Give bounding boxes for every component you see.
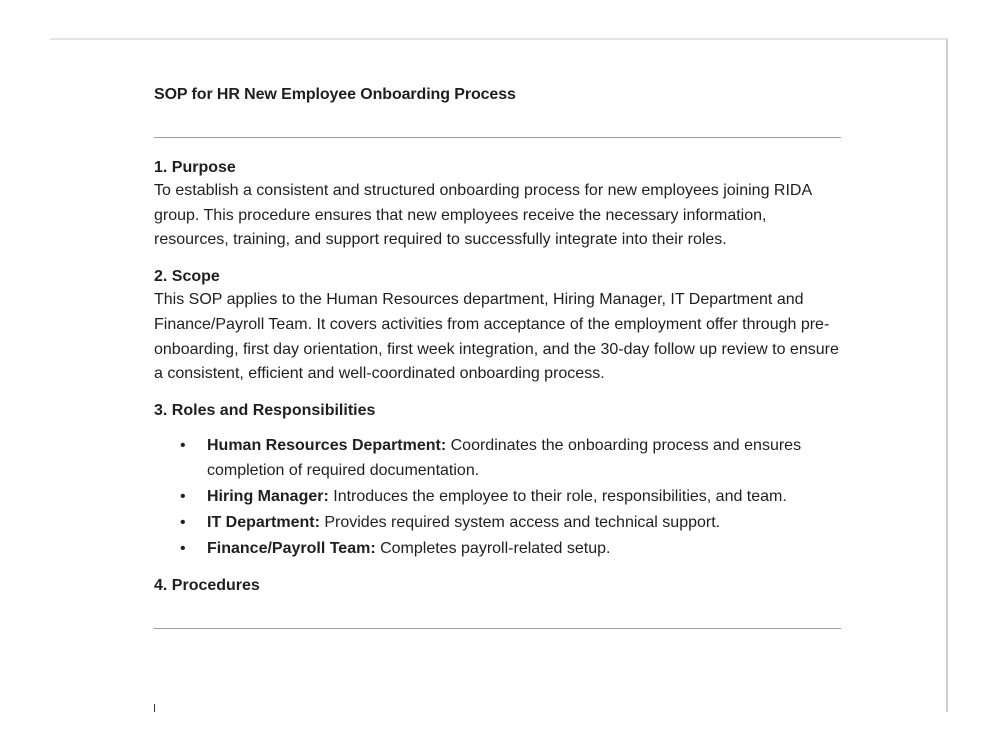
role-term: Finance/Payroll Team: [207,540,376,558]
horizontal-rule [154,628,841,629]
bullet-icon: • [180,540,186,558]
bullet-icon: • [180,514,186,532]
roles-list [154,434,844,562]
section-heading-scope: 2. Scope [154,268,220,286]
section-heading-purpose: 1. Purpose [154,159,236,176]
bullet-icon: • [180,487,186,505]
role-term: Human Resources Department: [207,436,447,454]
role-description: Completes payroll-related setup. [375,540,611,558]
document-title: SOP for HR New Employee Onboarding Process [154,86,516,103]
role-description: Coordinates the onboarding process and ensures completion of required documentation. [207,436,802,479]
section-text-scope: This SOP applies to the Human Resources department, Hiring Manager, IT Department and Finance/Payroll Team. It covers activities from acceptance of the employment offer through pre-onboarding, first day orientation, first week integration, and the 30-day follow up review to ensure a consistent, efficient and well-coordinated onboarding process. [154,291,839,383]
horizontal-rule [154,137,841,138]
section-text-purpose: To establish a consistent and structured onboarding process for new employees joining RIDA group. This procedure ensures that new employees receive the necessary information, resources, training, and support required to successfully integrate into their roles. [154,182,812,249]
role-term: IT Department: [207,514,320,532]
bullet-icon: • [180,436,186,454]
section-heading-roles: 3. Roles and Responsibilities [154,401,376,419]
list-item [154,485,844,510]
document-content[interactable] [154,84,844,629]
section-heading-procedures: 4. Procedures [154,576,260,594]
document-page[interactable] [50,38,948,712]
role-term: Hiring Manager: [207,487,329,505]
list-item [154,537,844,562]
list-item [154,434,844,483]
role-description: Introduces the employee to their role, responsibilities, and team. [328,487,787,505]
text-cursor [154,704,155,712]
list-item [154,511,844,536]
role-description: Provides required system access and technical support. [319,514,721,532]
